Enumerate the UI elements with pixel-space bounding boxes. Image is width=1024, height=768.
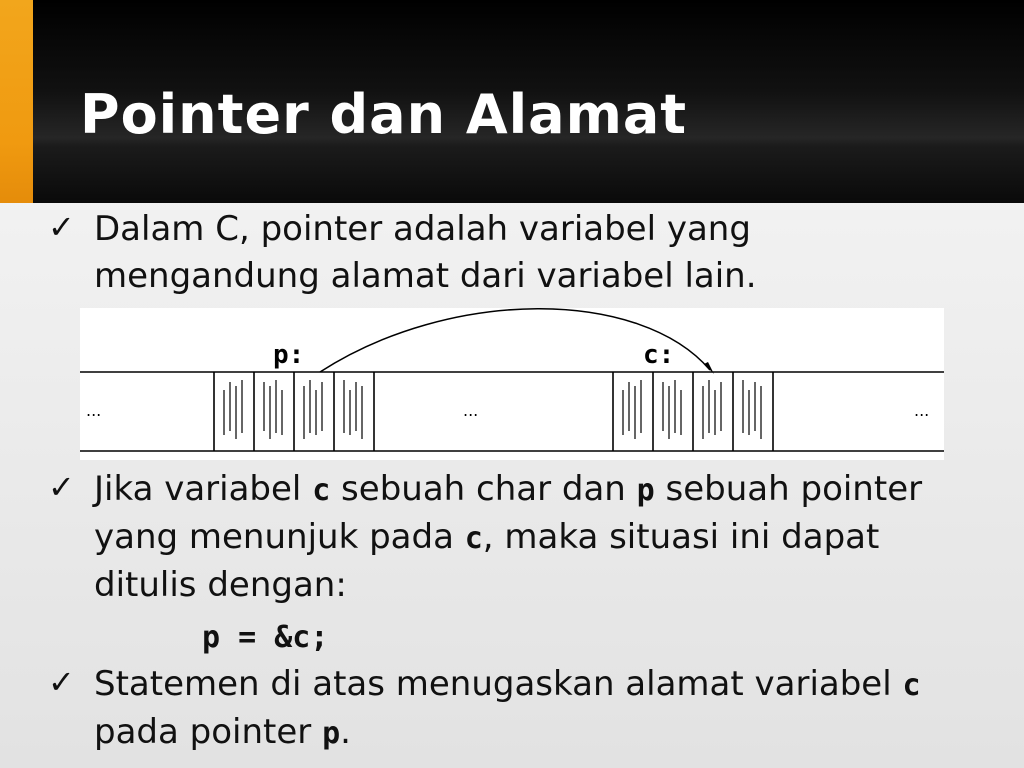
bullet-3-text-part: .	[340, 712, 351, 752]
bullet-2-text	[94, 466, 948, 609]
label-c: c:	[643, 340, 675, 370]
ellipsis-left: ...	[86, 401, 102, 420]
code-c: c	[312, 473, 331, 508]
bullet-2-text-part: sebuah char dan	[330, 469, 637, 509]
check-icon: ✓	[48, 468, 75, 506]
accent-strip	[0, 0, 33, 203]
check-icon: ✓	[48, 208, 75, 246]
bullet-2	[48, 466, 948, 609]
check-icon: ✓	[48, 663, 75, 701]
code-c: c	[464, 521, 483, 556]
code-c: c	[902, 668, 921, 703]
slide-title: Pointer dan Alamat	[80, 83, 688, 146]
bullet-3	[48, 661, 948, 757]
code-statement: p = &c;	[202, 620, 329, 655]
bullet-2-text-part: sebuah pointer yang menunjuk pada	[94, 469, 923, 557]
ellipsis-right: ...	[914, 401, 930, 420]
memory-diagram	[80, 308, 944, 460]
bullet-3-text	[94, 661, 948, 757]
bullet-1	[48, 206, 928, 300]
bullet-3-text-part: pada pointer	[94, 712, 323, 752]
code-p: p	[322, 716, 341, 751]
bullet-1-text: Dalam C, pointer adalah variabel yang mengandung alamat dari variabel lain.	[94, 209, 757, 296]
code-p: p	[636, 473, 655, 508]
bullet-2-text-part: Jika variabel	[94, 469, 313, 509]
label-p: p:	[273, 340, 305, 370]
diagram-background	[80, 308, 944, 460]
bullet-3-text-part: Statemen di atas menugaskan alamat variabel	[94, 664, 903, 704]
bullet-2-text-part: , maka situasi ini dapat ditulis dengan:	[94, 517, 880, 605]
ellipsis-middle: ...	[463, 401, 479, 420]
